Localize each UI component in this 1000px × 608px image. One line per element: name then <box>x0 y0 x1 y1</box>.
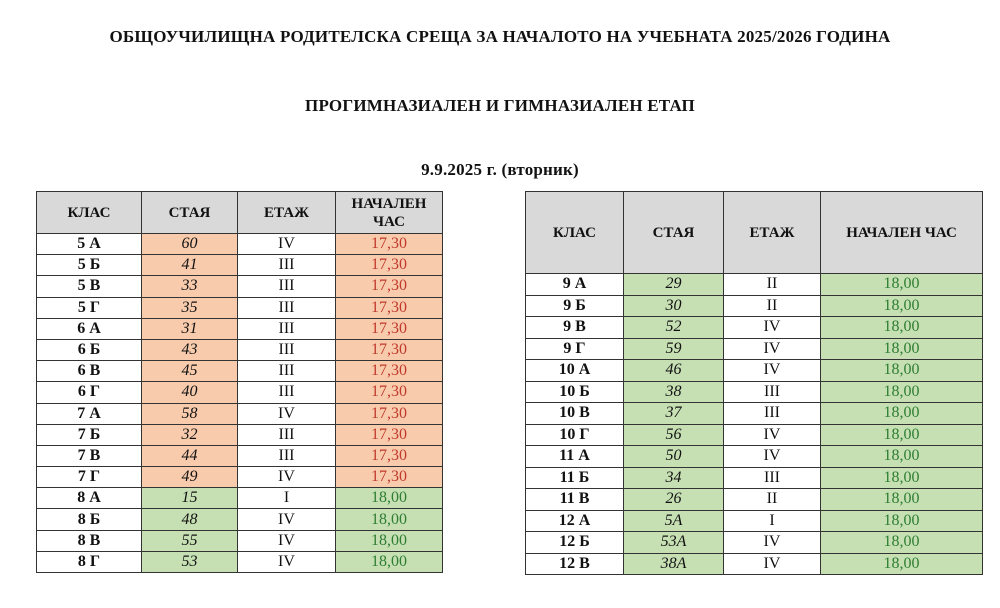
room-cell: 34 <box>624 467 724 489</box>
floor-cell: III <box>238 382 336 403</box>
room-cell: 45 <box>142 361 238 382</box>
table-row <box>37 234 443 255</box>
room-cell: 38 <box>624 381 724 403</box>
start-time-cell: 17,30 <box>336 297 443 318</box>
start-time-cell: 18,00 <box>821 403 983 425</box>
room-cell: 59 <box>624 338 724 360</box>
class-cell: 5 А <box>37 234 142 255</box>
class-cell: 11 А <box>526 446 624 468</box>
room-cell: 50 <box>624 446 724 468</box>
start-time-cell: 18,00 <box>821 489 983 511</box>
table-row <box>37 509 443 530</box>
room-cell: 44 <box>142 445 238 466</box>
table-row <box>37 530 443 551</box>
class-cell: 10 В <box>526 403 624 425</box>
start-time-cell: 17,30 <box>336 445 443 466</box>
floor-cell: III <box>238 361 336 382</box>
table-row <box>37 255 443 276</box>
table-row <box>526 467 983 489</box>
start-time-cell: 17,30 <box>336 403 443 424</box>
floor-cell: IV <box>724 360 821 382</box>
room-cell: 46 <box>624 360 724 382</box>
table-row <box>526 360 983 382</box>
start-time-cell: 18,00 <box>821 467 983 489</box>
start-time-cell: 18,00 <box>336 551 443 572</box>
floor-cell: IV <box>724 338 821 360</box>
room-cell: 33 <box>142 276 238 297</box>
floor-cell: IV <box>238 530 336 551</box>
start-time-cell: 17,30 <box>336 234 443 255</box>
room-cell: 58 <box>142 403 238 424</box>
floor-cell: IV <box>724 553 821 575</box>
start-time-cell: 18,00 <box>821 295 983 317</box>
class-cell: 12 А <box>526 510 624 532</box>
floor-cell: IV <box>238 403 336 424</box>
table-row <box>526 338 983 360</box>
start-time-cell: 17,30 <box>336 339 443 360</box>
room-cell: 60 <box>142 234 238 255</box>
start-time-cell: 18,00 <box>821 381 983 403</box>
start-time-cell: 18,00 <box>821 274 983 296</box>
table-row <box>37 382 443 403</box>
room-cell: 35 <box>142 297 238 318</box>
start-time-cell: 18,00 <box>821 532 983 554</box>
start-time-cell: 17,30 <box>336 276 443 297</box>
table-row <box>526 532 983 554</box>
class-cell: 11 В <box>526 489 624 511</box>
start-time-cell: 18,00 <box>336 488 443 509</box>
table-row <box>37 403 443 424</box>
room-cell: 55 <box>142 530 238 551</box>
room-cell: 56 <box>624 424 724 446</box>
class-cell: 9 В <box>526 317 624 339</box>
class-cell: 8 Б <box>37 509 142 530</box>
class-cell: 9 Б <box>526 295 624 317</box>
start-time-cell: 17,30 <box>336 318 443 339</box>
table-row <box>526 403 983 425</box>
table-row <box>37 445 443 466</box>
document-title: ОБЩОУЧИЛИЩНА РОДИТЕЛСКА СРЕЩА ЗА НАЧАЛОТО НА УЧЕБНАТА 2025/2026 ГОДИНА <box>109 27 891 46</box>
table-row <box>526 295 983 317</box>
room-cell: 41 <box>142 255 238 276</box>
table-row <box>526 274 983 296</box>
start-time-cell: 18,00 <box>821 510 983 532</box>
start-time-cell: 18,00 <box>821 360 983 382</box>
class-cell: 10 А <box>526 360 624 382</box>
class-cell: 9 Г <box>526 338 624 360</box>
start-time-cell: 18,00 <box>821 338 983 360</box>
table-row <box>37 467 443 488</box>
table-row <box>526 553 983 575</box>
class-cell: 12 Б <box>526 532 624 554</box>
start-time-cell: 18,00 <box>821 553 983 575</box>
floor-cell: IV <box>238 509 336 530</box>
table-header-row <box>526 192 983 274</box>
floor-cell: III <box>238 339 336 360</box>
floor-cell: IV <box>724 424 821 446</box>
meeting-date: 9.9.2025 г. (вторник) <box>421 160 579 179</box>
class-cell: 6 А <box>37 318 142 339</box>
class-cell: 12 В <box>526 553 624 575</box>
table-row <box>526 446 983 468</box>
start-time-cell: 18,00 <box>821 424 983 446</box>
table-row <box>37 424 443 445</box>
floor-cell: II <box>724 274 821 296</box>
schedule-table-right <box>525 191 983 575</box>
room-cell: 15 <box>142 488 238 509</box>
floor-cell: III <box>724 403 821 425</box>
table-row <box>37 361 443 382</box>
table-row <box>37 318 443 339</box>
room-cell: 38А <box>624 553 724 575</box>
table-header-row <box>37 192 443 234</box>
floor-cell: IV <box>238 234 336 255</box>
column-header-floor: ЕТАЖ <box>724 192 821 274</box>
column-header-class: КЛАС <box>526 192 624 274</box>
class-cell: 11 Б <box>526 467 624 489</box>
table-row <box>37 551 443 572</box>
table-row <box>526 489 983 511</box>
class-cell: 8 В <box>37 530 142 551</box>
room-cell: 52 <box>624 317 724 339</box>
floor-cell: IV <box>724 446 821 468</box>
start-time-cell: 17,30 <box>336 467 443 488</box>
room-cell: 29 <box>624 274 724 296</box>
floor-cell: III <box>238 255 336 276</box>
class-cell: 7 Б <box>37 424 142 445</box>
room-cell: 32 <box>142 424 238 445</box>
start-time-cell: 18,00 <box>336 509 443 530</box>
floor-cell: III <box>724 467 821 489</box>
class-cell: 7 А <box>37 403 142 424</box>
floor-cell: III <box>238 297 336 318</box>
floor-cell: II <box>724 489 821 511</box>
room-cell: 30 <box>624 295 724 317</box>
class-cell: 8 Г <box>37 551 142 572</box>
column-header-floor: ЕТАЖ <box>238 192 336 234</box>
column-header-room: СТАЯ <box>624 192 724 274</box>
column-header-room: СТАЯ <box>142 192 238 234</box>
room-cell: 43 <box>142 339 238 360</box>
floor-cell: II <box>724 295 821 317</box>
floor-cell: IV <box>238 551 336 572</box>
floor-cell: III <box>238 424 336 445</box>
floor-cell: I <box>724 510 821 532</box>
room-cell: 40 <box>142 382 238 403</box>
room-cell: 5А <box>624 510 724 532</box>
room-cell: 31 <box>142 318 238 339</box>
room-cell: 53 <box>142 551 238 572</box>
class-cell: 5 Г <box>37 297 142 318</box>
floor-cell: III <box>724 381 821 403</box>
class-cell: 10 Б <box>526 381 624 403</box>
class-cell: 8 А <box>37 488 142 509</box>
column-header-start-time: НАЧАЛЕН ЧАС <box>336 192 443 234</box>
room-cell: 53А <box>624 532 724 554</box>
start-time-cell: 17,30 <box>336 424 443 445</box>
schedule-table-left <box>36 191 443 573</box>
room-cell: 37 <box>624 403 724 425</box>
class-cell: 6 В <box>37 361 142 382</box>
start-time-cell: 18,00 <box>821 446 983 468</box>
start-time-cell: 17,30 <box>336 361 443 382</box>
document-subtitle: ПРОГИМНАЗИАЛЕН И ГИМНАЗИАЛЕН ЕТАП <box>305 96 695 115</box>
class-cell: 6 Б <box>37 339 142 360</box>
class-cell: 7 В <box>37 445 142 466</box>
class-cell: 6 Г <box>37 382 142 403</box>
floor-cell: IV <box>238 467 336 488</box>
floor-cell: I <box>238 488 336 509</box>
floor-cell: III <box>238 318 336 339</box>
floor-cell: III <box>238 276 336 297</box>
column-header-class: КЛАС <box>37 192 142 234</box>
floor-cell: IV <box>724 317 821 339</box>
room-cell: 26 <box>624 489 724 511</box>
table-row <box>37 488 443 509</box>
table-row <box>526 317 983 339</box>
start-time-cell: 17,30 <box>336 255 443 276</box>
table-row <box>526 424 983 446</box>
start-time-cell: 18,00 <box>336 530 443 551</box>
start-time-cell: 17,30 <box>336 382 443 403</box>
table-row <box>37 297 443 318</box>
class-cell: 7 Г <box>37 467 142 488</box>
table-row <box>526 510 983 532</box>
room-cell: 49 <box>142 467 238 488</box>
floor-cell: III <box>238 445 336 466</box>
table-row <box>37 339 443 360</box>
class-cell: 5 Б <box>37 255 142 276</box>
start-time-cell: 18,00 <box>821 317 983 339</box>
table-row <box>526 381 983 403</box>
class-cell: 5 В <box>37 276 142 297</box>
class-cell: 10 Г <box>526 424 624 446</box>
table-row <box>37 276 443 297</box>
room-cell: 48 <box>142 509 238 530</box>
column-header-start-time: НАЧАЛЕН ЧАС <box>821 192 983 274</box>
floor-cell: IV <box>724 532 821 554</box>
class-cell: 9 А <box>526 274 624 296</box>
